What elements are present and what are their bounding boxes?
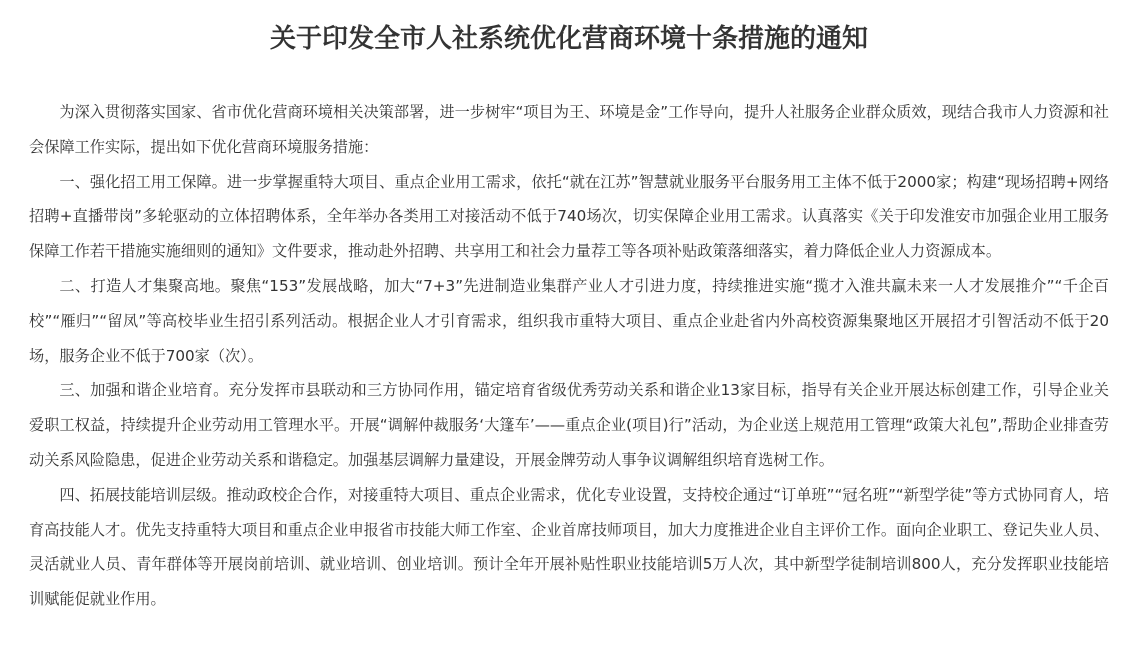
document-title: 关于印发全市人社系统优化营商环境十条措施的通知 <box>269 24 868 54</box>
paragraph-measure-1: 一、强化招工用工保障。进一步掌握重特大项目、重点企业用工需求，依托“就在江苏”智慧就业服务平台服务用工主体不低于2000家；构建“现场招聘+网络招聘+直播带岗”多轮驱动的立体招聘体系，全年举办各类用工对接活动不低于740场次，切实保障企业用工需求。认真落实《关于印发淮安市加强企业用工服务保障工作若干措施实施细则的通知》文件要求，推动赴外招聘、共享用工和社会力量荐工等各项补贴政策落细落实，着力降低企业人力资源成本。 <box>29 172 1109 261</box>
paragraph-measure-3: 三、加强和谐企业培育。充分发挥市县联动和三方协同作用，锚定培育省级优秀劳动关系和谐企业13家目标，指导有关企业开展达标创建工作，引导企业关爱职工权益，持续提升企业劳动用工管理水平。开展“调解仲裁服务‘大篷车’——重点企业(项目)行”活动，为企业送上规范用工管理“政策大礼包”,帮助企业排查劳动关系风险隐患，促进企业劳动关系和谐稳定。加强基层调解力量建设，开展金牌劳动人事争议调解组织培育选树工作。 <box>29 381 1109 469</box>
document-body <box>29 95 1109 617</box>
paragraph-intro: 为深入贯彻落实国家、省市优化营商环境相关决策部署，进一步树牢“项目为王、环境是金”工作导向，提升人社服务企业群众质效，现结合我市人力资源和社会保障工作实际，提出如下优化营商环境服务措施： <box>29 103 1109 156</box>
paragraph-measure-4: 四、拓展技能培训层级。推动政校企合作，对接重特大项目、重点企业需求，优化专业设置，支持校企通过“订单班”“冠名班”“新型学徒”等方式协同育人，培育高技能人才。优先支持重特大项目和重点企业申报省市技能大师工作室、企业首席技师项目，加大力度推进企业自主评价工作。面向企业职工、登记失业人员、灵活就业人员、青年群体等开展岗前培训、就业培训、创业培训。预计全年开展补贴性职业技能培训5万人次，其中新型学徒制培训800人，充分发挥职业技能培训赋能促就业作用。 <box>29 485 1109 609</box>
paragraph-measure-2: 二、打造人才集聚高地。聚焦“153”发展战略，加大“7+3”先进制造业集群产业人才引进力度，持续推进实施“揽才入淮共赢未来一人才发展推介”“千企百校”“雁归”“留凤”等高校毕业生招引系列活动。根据企业人才引育需求，组织我市重特大项目、重点企业赴省内外高校资源集聚地区开展招才引智活动不低于20场，服务企业不低于700家（次）。 <box>29 276 1109 365</box>
